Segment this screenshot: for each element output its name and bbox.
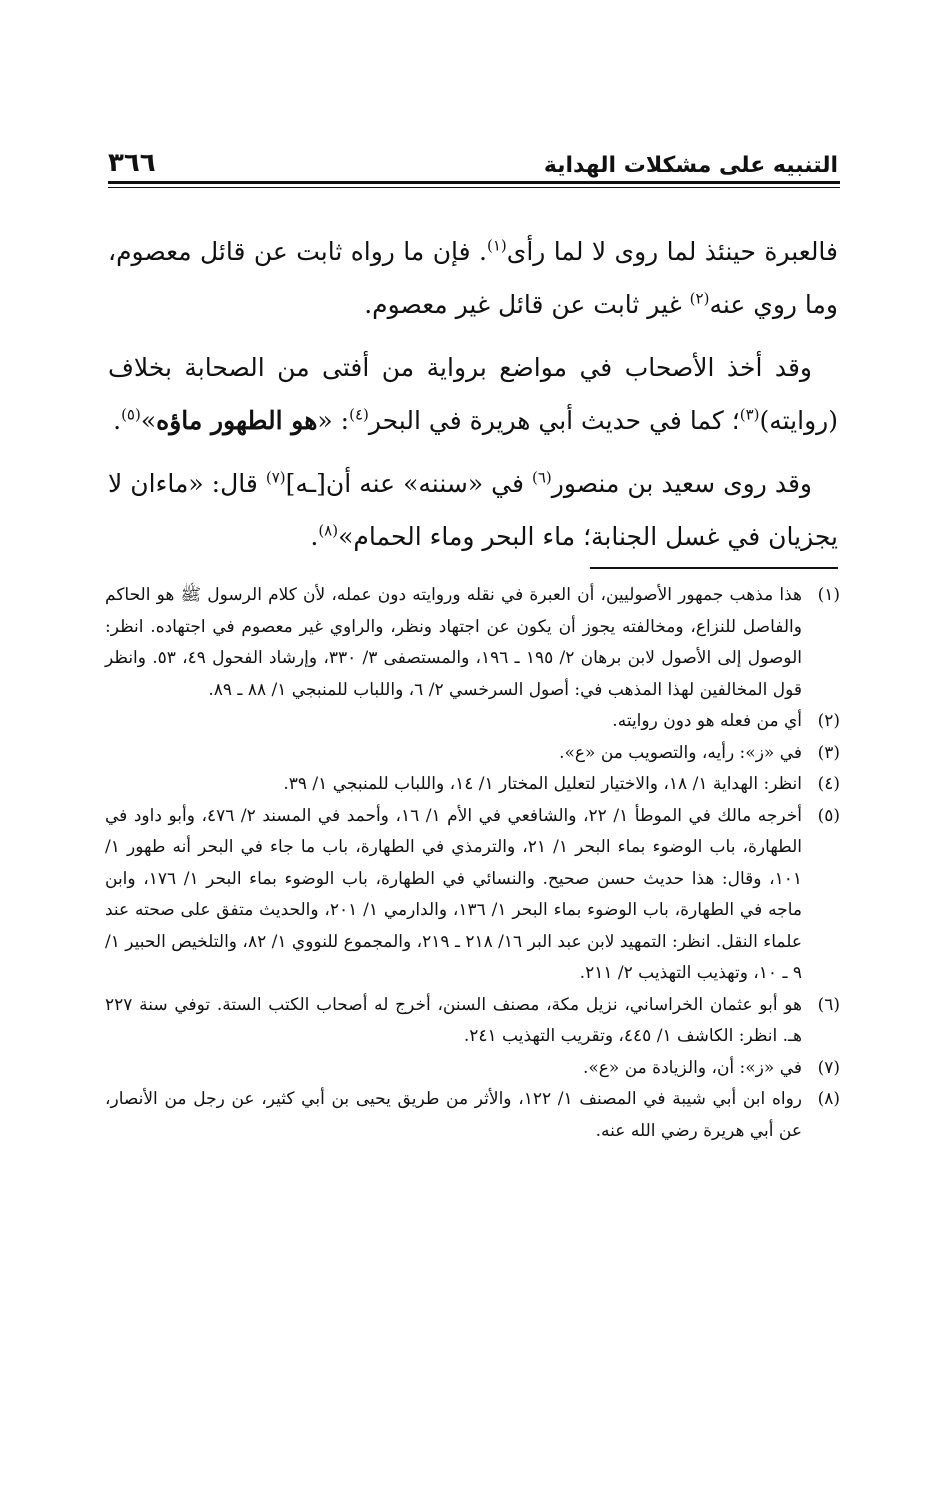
footnote-ref-3[interactable]: (٣) (739, 405, 760, 424)
page-number: ٣٦٦ (108, 148, 156, 178)
paragraph-1 (108, 225, 838, 331)
footnote-text: انظر: الهداية ١/ ١٨، والاختيار لتعليل المختار ١/ ١٤، واللباب للمنبجي ١/ ٣٩. (283, 774, 802, 794)
footnote-separator (590, 567, 838, 569)
footnote-8 (105, 1084, 840, 1147)
p2-text-a: وقد أخذ الأصحاب في مواضع برواية من أفتى من الصحابة بخلاف (روايته) (108, 353, 838, 435)
footnote-5 (105, 801, 840, 990)
p1-text-c: غير ثابت عن قائل غير معصوم. (364, 290, 690, 319)
footnote-number: (٧) (817, 1057, 840, 1078)
footnote-ref-5[interactable]: (٥) (121, 405, 141, 424)
p3-text-b: في «سننه» عنه أن[ـه] (285, 469, 532, 498)
p1-text-b: . فإن ما رواه ثابت عن قائل معصوم، وما روي عنه (108, 237, 838, 319)
footnote-number: (٤) (817, 774, 840, 794)
footnote-text: في «ز»: أن، والزيادة من «ع». (582, 1057, 802, 1078)
p1-text-a: فالعبرة حينئذ لما روى لا لما رأى (506, 237, 839, 266)
footnote-text: رواه ابن أبي شيبة في المصنف ١/ ١٢٢، والأثر من طريق يحيى بن أبي كثير، عن رجل من الأنصار، عن أبي هريرة رضي الله عنه. (105, 1089, 802, 1141)
footnotes (105, 580, 840, 1147)
footnote-text: أخرجه مالك في الموطأ ١/ ٢٢، والشافعي في الأم ١/ ١٦، وأحمد في المسند ٢/ ٤٧٦، وأبو داود في الطهارة، باب الوضوء بماء البحر ١/ ٢١، والترمذي في الطهارة، باب ما جاء في البحر أنه طهور ١/ ١٠١، وقال: هذا حديث حسن صحيح. والنسائي في الطهارة، باب الوضوء بماء البحر ١/ ١٧٦، وابن ماجه في الطهارة، باب الوضوء بماء البحر ١/ ١٣٦، والدارمي ١/ ٢٠١، والحديث متفق على صحته عند علماء النقل. انظر: التمهيد لابن عبد البر ١٦/ ٢١٨ ـ ٢١٩، والمجموع للنووي ١/ ٨٢، والتلخيص الحبير ١/ ٩ ـ ١٠، وتهذيب التهذيب ٢/ ٢١١. (105, 805, 803, 983)
footnote-text: هذا مذهب جمهور الأصوليين، أن العبرة في نقله وروايته دون عمله، لأن كلام الرسول ﷺ هو الحاكم والفاصل للنزاع، ومخالفته يجوز أن يكون عن اجتهاد ونظر، والراوي غير معصوم في اجتهاده. انظر: الوصول إلى الأصول لابن برهان ٢/ ١٩٥ ـ ١٩٦، والمستصفى ٣/ ٣٣٠، وإرشاد الفحول ٤٩، ٥٣. وانظر قول المخالفين لهذا المذهب في: أصول السرخسي ٢/ ٦، واللباب للمنبجي ١/ ٨٨ ـ ٨٩. (105, 585, 802, 700)
footnote-1 (105, 580, 840, 706)
footnote-number: (٥) (817, 805, 840, 826)
p2-text-d: » (140, 406, 157, 435)
footnote-text: هو أبو عثمان الخراساني، نزيل مكة، مصنف السنن، أخرج له أصحاب الكتب الستة. توفي سنة ٢٢٧ هـ. انظر: الكاشف ١/ ٤٤٥، وتقريب التهذيب ٢٤١. (105, 994, 802, 1046)
footnote-ref-4[interactable]: (٤) (349, 405, 369, 424)
page-header (108, 138, 838, 178)
footnote-2 (105, 706, 840, 738)
header-rule-thin (108, 187, 840, 188)
paragraph-2 (108, 341, 838, 447)
footnote-7 (105, 1053, 840, 1085)
footnote-ref-2[interactable]: (٢) (689, 289, 710, 308)
p3-text-a: وقد روى سعيد بن منصور (551, 469, 812, 498)
footnote-number: (١) (817, 585, 840, 605)
footnote-number: (٦) (817, 994, 840, 1015)
footnote-3 (105, 738, 840, 770)
footnote-number: (٨) (817, 1089, 840, 1109)
footnote-number: (٢) (817, 711, 840, 731)
p2-text-b: ؛ كما في حديث أبي هريرة في البحر (368, 406, 740, 435)
footnote-ref-1[interactable]: (١) (486, 236, 507, 255)
footnote-ref-8[interactable]: (٨) (318, 521, 339, 540)
header-rule-thick (108, 181, 840, 184)
running-title: التنبيه على مشكلات الهداية (543, 153, 838, 178)
footnote-ref-6[interactable]: (٦) (531, 468, 552, 487)
p2-text-c: : « (317, 406, 350, 435)
p2-text-e: . (113, 406, 122, 435)
hadith-quote: هو الطهور ماؤه (156, 406, 318, 435)
footnote-text: في «ز»: رأيه، والتصويب من «ع». (559, 742, 802, 763)
footnote-ref-7[interactable]: (٧) (265, 468, 286, 487)
footnote-4 (105, 769, 840, 801)
p3-text-d: . (310, 522, 319, 551)
p3-text-c: قال: «ماءان لا يجزيان في غسل الجنابة؛ ماء البحر وماء الحمام» (108, 469, 838, 551)
footnote-6 (105, 990, 840, 1053)
footnote-number: (٣) (817, 742, 840, 763)
footnote-text: أي من فعله هو دون روايته. (612, 711, 802, 731)
paragraph-3 (108, 457, 838, 563)
main-text (108, 225, 838, 573)
